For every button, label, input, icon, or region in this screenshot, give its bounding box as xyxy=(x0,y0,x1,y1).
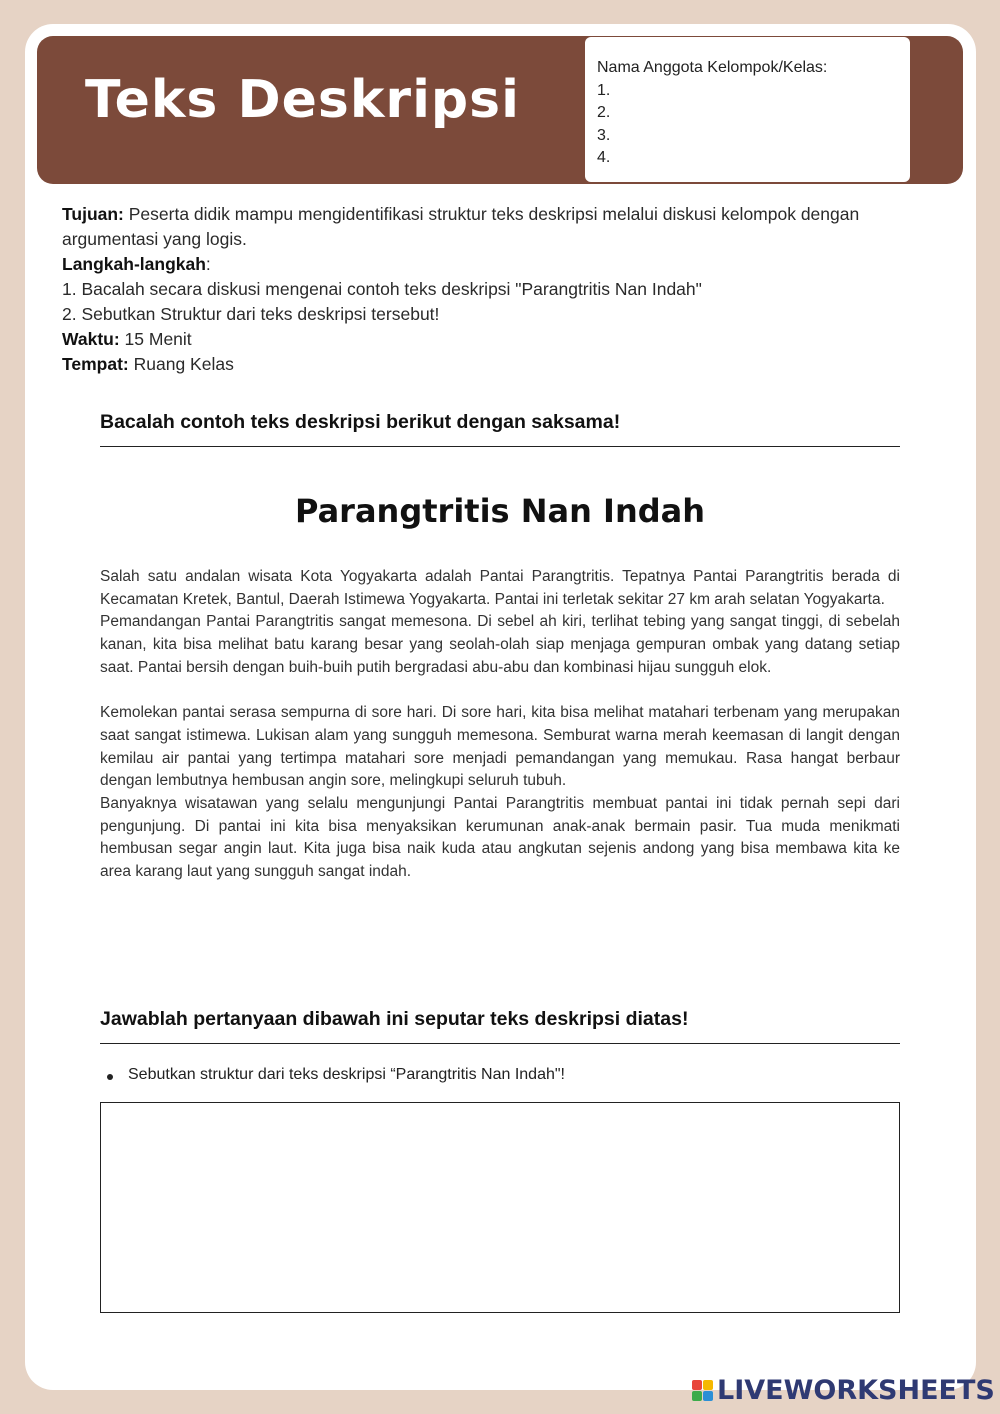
member-slot-2: 2. xyxy=(597,104,611,121)
members-label: Nama Anggota Kelompok/Kelas: xyxy=(597,59,828,76)
reading-instruction: Bacalah contoh teks deskripsi berikut dengan saksama! xyxy=(100,411,900,447)
liveworksheets-logo-icon xyxy=(692,1380,713,1401)
time-label: Waktu: xyxy=(62,329,120,349)
place-line xyxy=(62,352,882,377)
member-slot-4: 4. xyxy=(597,149,611,166)
time-value: 15 Menit xyxy=(119,329,192,349)
page-title: Teks Deskripsi xyxy=(85,70,520,130)
answer-textbox[interactable] xyxy=(100,1102,900,1313)
place-label: Tempat: xyxy=(62,354,129,374)
member-slot-3: 3. xyxy=(597,126,611,144)
question-text: Sebutkan struktur dari teks deskripsi “Parangtritis Nan Indah"! xyxy=(128,1066,565,1083)
questions-instruction: Jawablah pertanyaan dibawah ini seputar teks deskripsi diatas! xyxy=(100,1008,900,1044)
steps-label: Langkah-langkah xyxy=(62,254,206,274)
place-value: Ruang Kelas xyxy=(128,354,234,374)
time-line xyxy=(62,327,882,352)
goal-label: Tujuan: xyxy=(62,204,124,224)
article-paragraph: Banyaknya wisatawan yang selalu mengunjungi Pantai Parangtritis membuat pantai ini tidak pernah sepi dari pengunjung. Di pantai ini kita bisa menyaksikan kerumunan anak-anak bermain pasir. Tua muda menikmati hembusan segar angin laut. Kita juga bisa naik kuda atau angkutan sejenis andong yang bisa membawa kita ke area karang laut yang sungguh sangat indah. xyxy=(100,795,900,881)
logo-square xyxy=(692,1380,702,1390)
intro-section xyxy=(62,202,882,377)
goal-text: Peserta didik mampu mengidentifikasi struktur teks deskripsi melalui diskusi kelompok dengan argumentasi yang logis. xyxy=(62,204,860,249)
steps-heading xyxy=(62,252,882,277)
step-1: 1. Bacalah secara diskusi mengenai contoh teks deskripsi "Parangtritis Nan Indah" xyxy=(62,279,702,299)
liveworksheets-brand[interactable] xyxy=(692,1374,995,1406)
member-slot-1: 1. xyxy=(597,81,611,99)
steps-colon: : xyxy=(205,254,211,274)
article-body xyxy=(100,566,900,884)
group-members-box xyxy=(585,37,910,182)
article-title: Parangtritis Nan Indah xyxy=(294,492,705,530)
bullet-icon xyxy=(107,1074,113,1080)
logo-square xyxy=(692,1391,702,1401)
article-paragraph: Kemolekan pantai serasa sempurna di sore hari. Di sore hari, kita bisa melihat matahari terbenam yang merupakan saat sangat istimewa. Lukisan alam yang sungguh memesona. Semburat warna merah keemasan di langit dengan kemilau air pantai yang tertimpa matahari sore menjadi pemandangan yang memukau. Rasa hangat berbaur dengan lembutnya hembusan angin sore, melingkupi seluruh tubuh. xyxy=(100,704,900,790)
goal-line xyxy=(62,202,882,252)
logo-square xyxy=(703,1391,713,1401)
question-item xyxy=(128,1066,888,1084)
brand-text: LIVEWORKSHEETS xyxy=(717,1374,995,1406)
article-paragraph: Salah satu andalan wisata Kota Yogyakarta adalah Pantai Parangtritis. Tepatnya Pantai Parangtritis berada di Kecamatan Kretek, Bantul, Daerah Istimewa Yogyakarta. Pantai ini terletak sekitar 27 km arah selatan Yogyakarta. xyxy=(100,568,900,608)
article-paragraph: Pemandangan Pantai Parangtritis sangat memesona. Di sebel ah kiri, terlihat tebing yang sangat tinggi, di sebelah kanan, kita bisa melihat batu karang besar yang seolah-olah siap menjaga gempuran ombak yang datang setiap saat. Pantai bersih dengan buih-buih putih bergradasi abu-abu dan kombinasi hijau sungguh elok. xyxy=(100,613,900,676)
step-2: 2. Sebutkan Struktur dari teks deskripsi tersebut! xyxy=(62,304,440,324)
logo-square xyxy=(703,1380,713,1390)
